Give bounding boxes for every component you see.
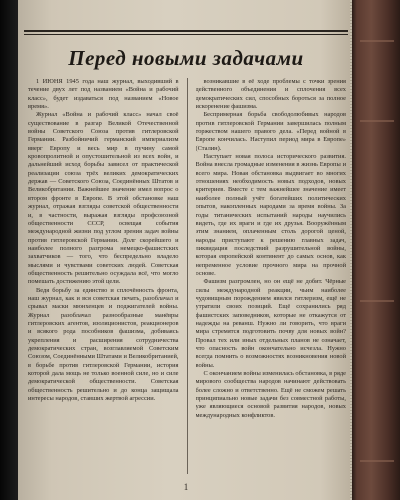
paragraph: 1 ИЮНЯ 1945 года наш журнал, выходивший в течение двух лет под названием «Война и рабочий класс», будет издаваться под названием «Новое время». (28, 78, 179, 111)
binding-band (360, 40, 394, 42)
paragraph: Беспримерная борьба свободолюбивых народов против гитлеровской Германии завершилась полным торжеством нашего правого дела. «Перед войной в Европе кончилась. Наступил период мира в Европе» (Сталин). (195, 111, 346, 152)
paragraph: Наступает новая полоса исторического развития. Война внесла громадные изменения в жизнь Европы и всего мира. Новая обстановка выдвигает во многих отношениях необходимость новых подходов, новых критериев. Вместе с тем важнейшее значение имеет наиболее полный учёт богатейших политических опытов, накопленных народами за время войны. За годы титанических испытаний народы научились видеть, где их враги и где их друзья. Вооружённым этим знанием, оплаченным столь дорогой ценой, народы приступают к решению главных задач, ликвидация последствий разрушительной войны, которая европейской континент до самых основ, как непременное условие прочного мира на прочной основе. (195, 153, 346, 277)
paragraph: Журнал «Война и рабочий класс» начал своё существование в разгар Великой Отечественной войны Советского Союза против гитлеровской Германии. Разбойничий германский империализм вверг Европу и весь мир в пучину самой кровопролитной и опустошительной из всех войн, и дальнейший исход борьбы зависел от практической реализации союза трёх великих демократических держав — Советского Союза, Соединённых Штатов и Великобритании. Важнейшее значение имел вопрос о втором фронте в Европе. В этой обстановке наш журнал, отражая взгляды советской общественности и, в частности, выражая взгляды профсоюзной общественности СССР, освещая события международной жизни под углом зрения задач войны против гитлеровской Германии. Долг скорейшего и наиболее полного разгрома немецко-фашистских захватчиков — того, что беспредельно владело мыслями и чувствами советских людей. Советская общественность решительно осуждала всё, что могло помешать достижению этой цели. (28, 111, 179, 286)
paragraph: С окончанием войны изменилась обстановка, в ряде мирового сообщества народов начинают действовать более сложно и ответственно. Ещё не сможем решать принципиально новые задачи без совместной работы, уже являющиеся основой развития народов, новых международных конфликтов. (195, 370, 346, 419)
binding-band (360, 300, 394, 302)
binding-band (360, 120, 394, 122)
book-binding (352, 0, 400, 500)
magazine-page (18, 0, 354, 500)
top-rule-thin (24, 34, 348, 35)
paragraph: возникавшие в её ходе проблемы с точки зрения действенного объединения и сплочения всех демократических сил, способных бороться за полное искоренение фашизма. (195, 78, 346, 111)
article-body (28, 78, 346, 474)
column-left (28, 78, 179, 474)
article-title: Перед новыми задачами (68, 46, 304, 70)
top-rule (24, 30, 348, 32)
binding-band (360, 460, 394, 462)
paragraph: Ведя борьбу за единство и сплочённость фронта, наш журнал, как и вся советская печать, разоблачал и срывал маски мюнхенцев и поджигателей войны. Журнал разоблачал разнообразные манёвры гитлеровских агентов, изоляционистов, реакционеров и всякого рода пособников фашизма, добиваясь укрепления и расширения сотрудничества демократических стран, возглавляемой Советским Союзом, Соединёнными Штатами и Великобританией, в борьбе против гитлеровской Германии, история которой дала мощь не только военной силе, но и силе демократической общественности. Советская общественность решительно и до конца защищала интересы народов, ставших жертвой агрессии. (28, 286, 179, 403)
column-right (196, 78, 347, 474)
paragraph: Фашизм разгромлен, но он ещё не добит. Чёрные силы международной реакции, чьим наиболее чудовищным порождением явился гитлеризм, ещё не утратили своих позиций. Ещё сохранились ряд фашистских заповедников, которые не откажутся от надежды на реванш. Нужно ли говорить, что враги мира стремятся подготовить почву для новых войн? Провал тех или иных отдельных планов не означает, что опасность войн окончательно исчезла. Нужно всегда помнить о возможностях возникновения новой войны. (195, 278, 346, 369)
column-divider (187, 78, 188, 474)
page-number: 1 (183, 482, 189, 492)
